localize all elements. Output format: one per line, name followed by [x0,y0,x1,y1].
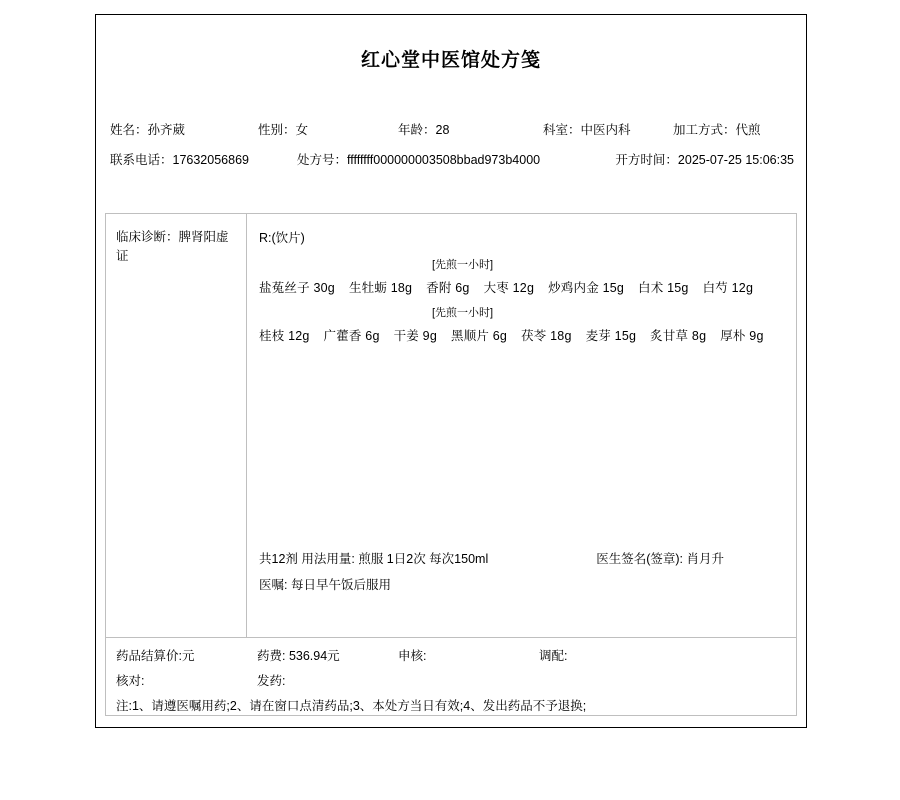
doctor-advice: 医嘱: 每日早午饭后服用 [259,578,391,592]
prescription-content [247,214,796,637]
herb-item: 盐菟丝子 30g [259,281,335,295]
herb-item: 干姜 9g [393,329,437,343]
herb-item: 广藿香 6g [323,329,380,343]
herb-item: 黑顺片 6g [451,329,508,343]
herb-item: 香附 6g [426,281,470,295]
prescription-head: R:(饮片) [259,231,305,245]
prescription-usage-block [259,549,786,593]
patient-sex: 性别：女 [258,123,309,137]
patient-name: 姓名：孙齐葳 [110,123,186,137]
dispense-field: 调配: [539,649,568,663]
usage-and-signature [259,549,786,567]
review-field: 申核: [398,649,427,663]
patient-meta [96,120,806,168]
patient-age: 年龄：28 [398,123,450,137]
decoction-note-2: [先煎一小时] [431,307,494,319]
issue-field: 发药: [257,674,286,688]
herb-item: 生牡蛎 18g [348,281,413,295]
herb-item: 炙甘草 8g [650,329,707,343]
page-title: 红心堂中医馆处方笺 [360,50,541,71]
drug-fee: 药费: 536.94元 [257,649,340,663]
doctor-signature: 医生签名(签章): 肖月升 [596,552,724,566]
herb-item: 白芍 12g [702,281,754,295]
herb-line-2 [259,326,786,344]
herb-item: 麦芽 15g [585,329,637,343]
prescription-number: 处方号：ffffffff000000003508bbad973b4000 [297,153,541,167]
patient-meta-row-2 [110,150,794,168]
prescription-page [95,14,807,728]
settlement-price: 药品结算价:元 [116,649,195,663]
patient-department: 科室：中医内科 [543,123,631,137]
herb-line-1 [259,278,786,296]
herb-item: 桂枝 12g [259,329,310,343]
prescription-footer [105,638,797,716]
decoction-note-1: [先煎一小时] [431,259,494,271]
patient-phone: 联系电话：17632056869 [110,153,249,167]
prescription-body [105,213,797,638]
patient-meta-row-1 [110,120,794,138]
prescription-time: 开方时间：2025-07-25 15:06:35 [615,153,794,167]
herb-item: 茯苓 18g [521,329,572,343]
check-field: 核对: [116,674,145,688]
footer-notes: 注:1、请遵医嘱用药;2、请在窗口点清药品;3、本处方当日有效;4、发出药品不予退换; [116,699,587,713]
herb-item: 白术 15g [638,281,689,295]
footer-row-1 [116,646,786,664]
herb-item: 大枣 12g [483,281,535,295]
clinical-diagnosis: 临床诊断：脾肾阳虚证 [106,214,247,637]
processing-method: 加工方式：代煎 [673,123,761,137]
herb-item: 炒鸡内金 15g [548,281,625,295]
herb-item: 厚朴 9g [720,329,764,343]
footer-row-2 [116,671,786,689]
usage-text: 共12剂 用法用量: 煎服 1日2次 每次150ml [259,552,489,566]
